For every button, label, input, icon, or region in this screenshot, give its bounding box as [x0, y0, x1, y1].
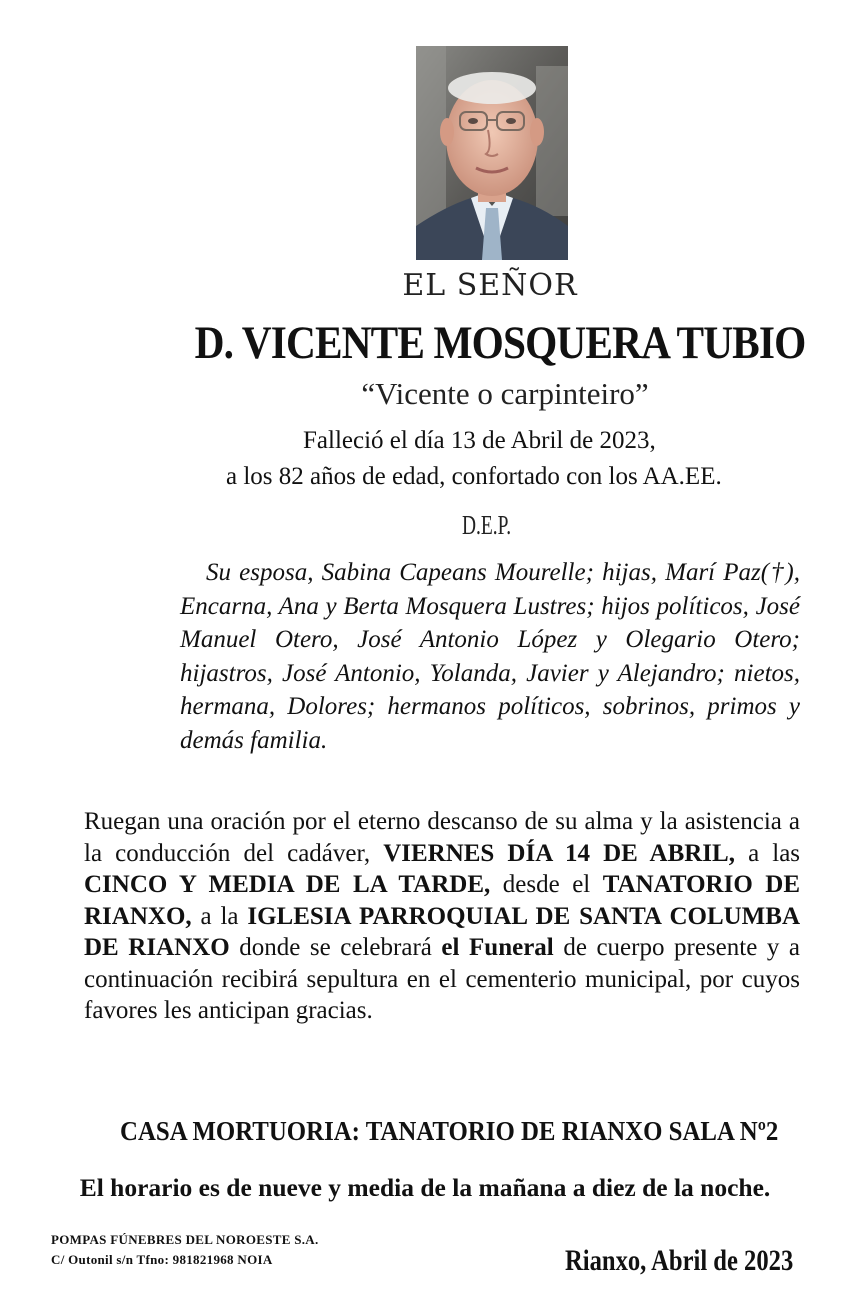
- place-date: Rianxo, Abril de 2023: [565, 1244, 794, 1277]
- prayer-text-1: Ruegan una oración por el eterno descanso de su alma y la asistencia a la conducción del cadáver,: [84, 808, 800, 867]
- dep-label: D.E.P.: [462, 510, 512, 540]
- family-text: Su esposa, Sabina Capeans Mourelle; hijas, Marí Paz(†), Encarna, Ana y Berta Mosquera Lustres; hijos políticos, José Manuel Otero, José Antonio López y Olegario Otero; hijastros, José Antonio, Yolanda, Javier y Alejandro; nietos, hermana, Dolores; hermanos políticos, sobrinos, primos y demás familia.: [180, 559, 800, 754]
- prayer-text-4: a la: [200, 902, 239, 930]
- family-paragraph: [180, 556, 800, 758]
- prayer-date: VIERNES DÍA 14 DE ABRIL,: [383, 839, 735, 867]
- visiting-hours: El horario es de nueve y media de la mañana a diez de la noche.: [79, 1173, 771, 1202]
- deceased-name: D. VICENTE MOSQUERA TUBIO: [194, 317, 806, 369]
- prayer-church: IGLESIA PARROQUIAL DE SANTA COLUMBA DE RIANXO: [84, 902, 801, 961]
- prayer-text-5: donde se celebrará: [239, 934, 432, 961]
- prayer-text-2: a las: [748, 839, 801, 867]
- title-prefix: EL SEÑOR: [402, 268, 578, 303]
- prayer-origin: TANATORIO DE RIANXO,: [84, 871, 800, 930]
- prayer-time: CINCO Y MEDIA DE LA TARDE,: [84, 871, 491, 898]
- prayer-text-6: de cuerpo presente y a continuación recibirá sepultura en el cementerio municipal, por cuyos favores les anticipan gracias.: [84, 934, 801, 1024]
- death-date-line: Falleció el día 13 de Abril de 2023,: [303, 427, 656, 454]
- death-age-line: a los 82 años de edad, confortado con los AA.EE.: [226, 463, 722, 490]
- portrait-illustration: [416, 46, 568, 260]
- prayer-paragraph: [84, 806, 800, 1027]
- prayer-funeral: el Funeral: [441, 934, 554, 961]
- company-name: POMPAS FÚNEBRES DEL NOROESTE S.A.: [51, 1232, 319, 1247]
- prayer-text-3: desde el: [502, 871, 591, 898]
- company-address: C/ Outonil s/n Tfno: 981821968 NOIA: [51, 1252, 273, 1267]
- portrait-photo: [416, 46, 568, 260]
- deceased-nickname: “Vicente o carpinteiro”: [361, 376, 649, 411]
- casa-mortuoria: CASA MORTUORIA: TANATORIO DE RIANXO SALA Nº2: [120, 1116, 779, 1146]
